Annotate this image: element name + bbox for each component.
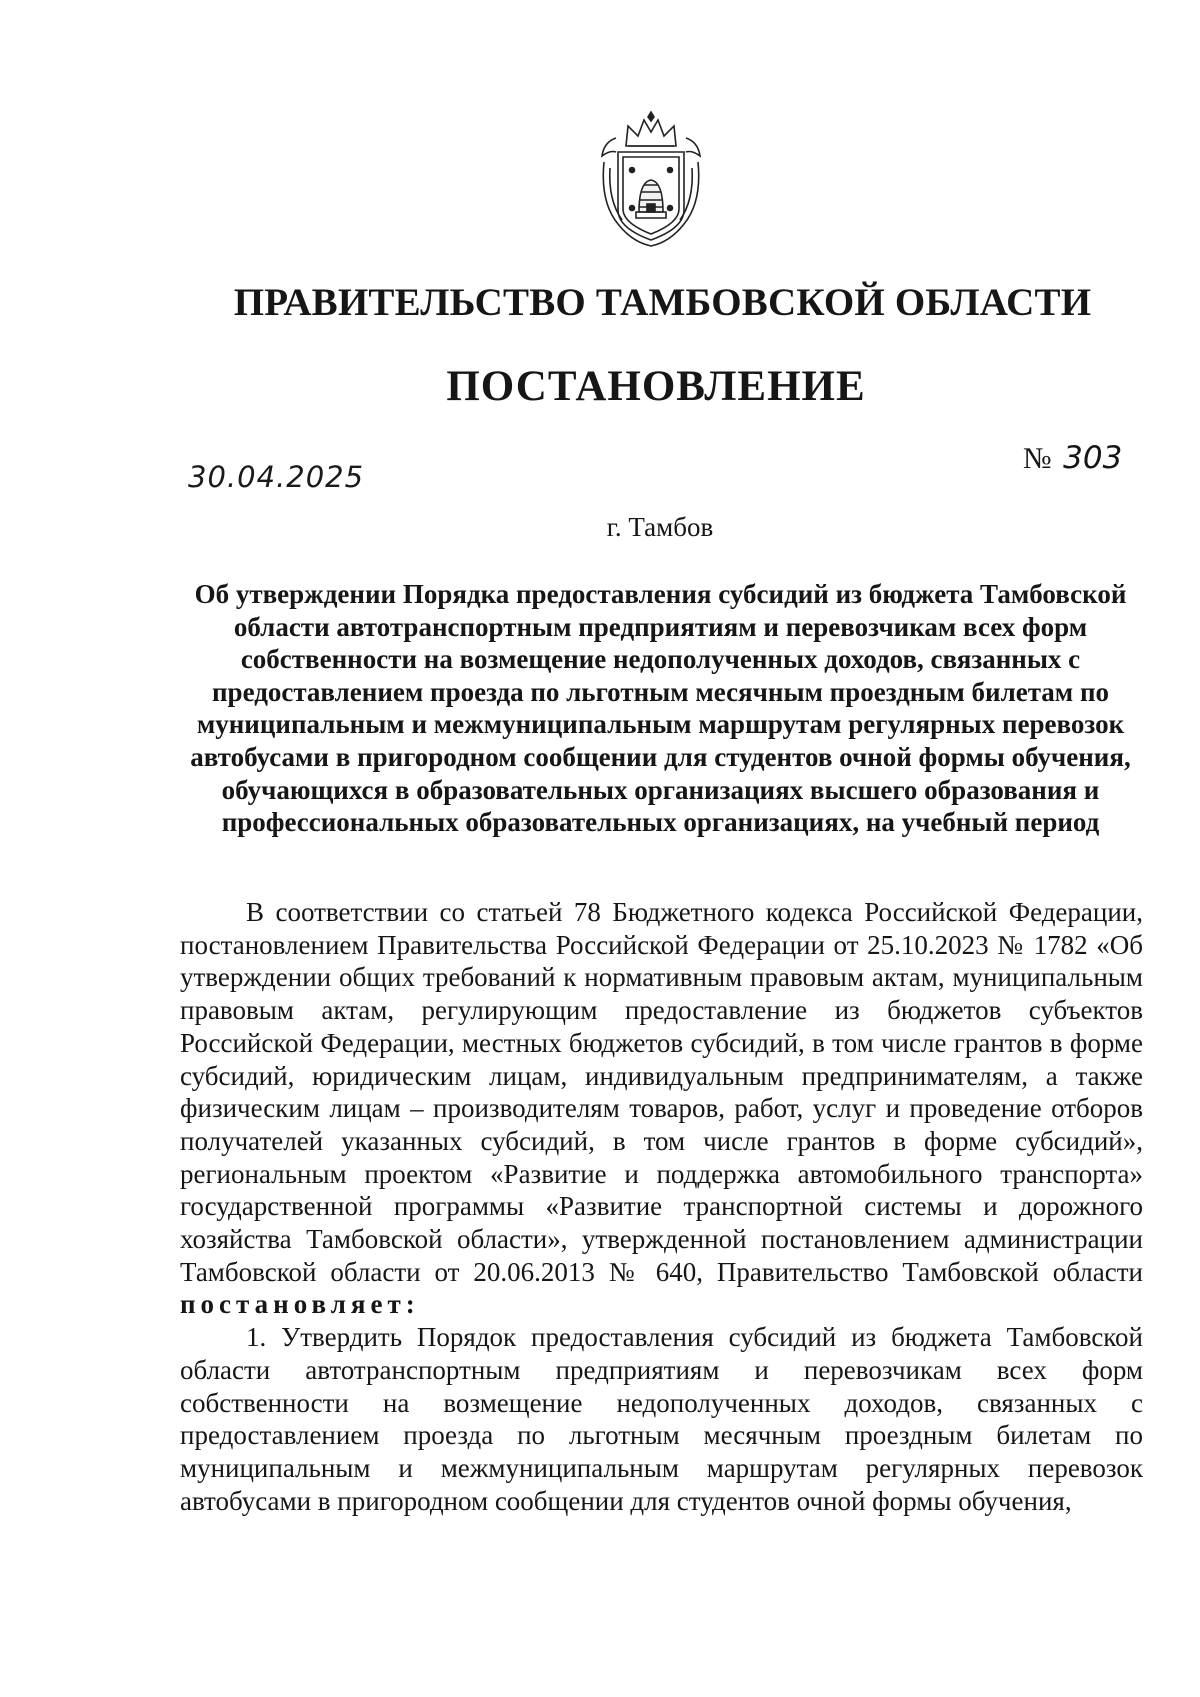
document-body <box>180 896 1143 1517</box>
government-name: ПРАВИТЕЛЬСТВО ТАМБОВСКОЙ ОБЛАСТИ <box>233 281 1092 324</box>
coat-of-arms-icon <box>596 108 706 250</box>
document-number <box>1023 440 1122 476</box>
item-1-paragraph: 1. Утвердить Порядок предоставления субсидий из бюджета Тамбовской области автотранспортным предприятиям и перевозчикам всех форм собственности на возмещение недополученных доходов, связанных с предоставлением проезда по льготным месячным проездным билетам по муниципальным и межмуниципальным маршрутам регулярных перевозок автобусами в пригородном сообщении для студентов очной формы обучения, <box>180 1322 1143 1516</box>
document-date: 30.04.2025 <box>188 460 365 494</box>
preamble-paragraph <box>180 896 1143 1321</box>
city-line: г. Тамбов <box>606 512 714 542</box>
document-type: ПОСТАНОВЛЕНИЕ <box>446 363 866 410</box>
resolves-word: постановляет: <box>180 1289 420 1320</box>
number-sign: № <box>1023 442 1052 475</box>
document-subject: Об утверждении Порядка предоставления субсидий из бюджета Тамбовской области автотранспортным предприятиям и перевозчикам всех форм собственности на возмещение недополученных доходов, связанных с предоставлением проезда по льготным месячным проездным билетам по муниципальным и межмуниципальным маршрутам регулярных перевозок автобусами в пригородном сообщении для студентов очной формы обучения, обучающихся в образовательных организациях высшего образования и профессиональных образовательных организациях, на учебный период <box>190 579 1131 838</box>
preamble-text: В соответствии со статьей 78 Бюджетного кодекса Российской Федерации, постановлением Правительства Российской Федерации от 25.10.2023 № 1782 «Об утверждении общих требований к нормативным правовым актам, муниципальным правовым актам, регулирующим предоставление из бюджетов субъектов Российской Федерации, местных бюджетов субсидий, в том числе грантов в форме субсидий, юридическим лицам, индивидуальным предпринимателям, а также физическим лицам – производителям товаров, работ, услуг и проведение отборов получателей указанных субсидий, в том числе грантов в форме субсидий», региональным проектом «Развитие и поддержка автомобильного транспорта» государственной программы «Развитие транспортной системы и дорожного хозяйства Тамбовской области», утвержденной постановлением администрации Тамбовской области от 20.06.2013 № 640, Правительство Тамбовской области <box>180 897 1143 1287</box>
number-value: 303 <box>1063 440 1123 476</box>
